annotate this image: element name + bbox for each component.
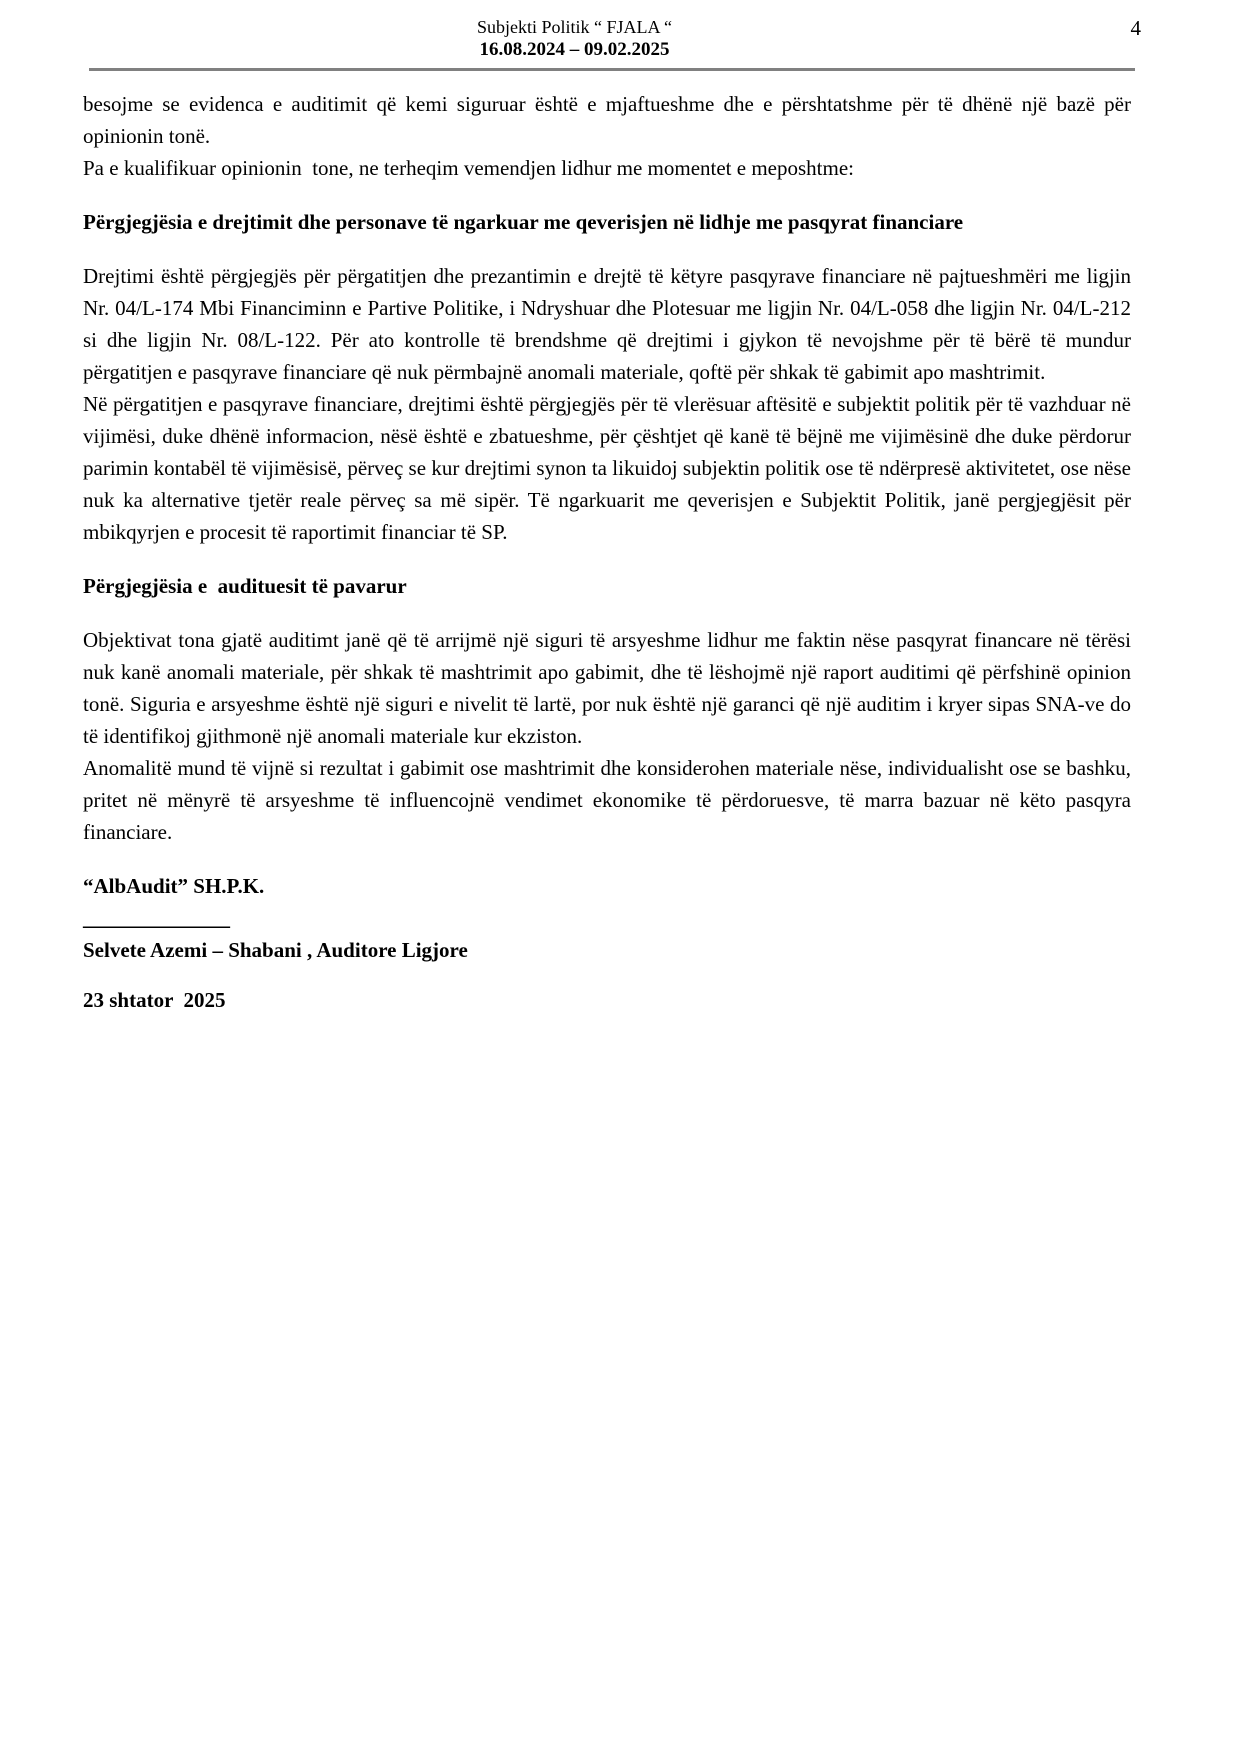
management-paragraph-2: Në përgatitjen e pasqyrave financiare, drejtimi është përgjegjës për të vlerësuar aftësitë e subjektit politik për të vazhduar në vijimësi, duke dhënë informacion, nësë është e zbatueshme, për çështjet që kanë të bëjnë me vijimësinë dhe duke përdorur parimin kontabël të vijimësisë, përveç se kur drejtimi synon ta likuidoj subjektin politik ose të ndërpresë aktivitetet, ose nëse nuk ka alternative tjetër reale përveç sa më sipër. Të ngarkuarit me qeverisjen e Subjektit Politik, janë pergjegjësit për mbikqyrjen e procesit të raportimit financiar të SP. xyxy=(83,392,1137,544)
section-heading-management-responsibility: Përgjegjësia e drejtimit dhe personave të ngarkuar me qeverisjen në lidhje me pasqyrat financiare xyxy=(83,210,964,234)
blank-line xyxy=(83,238,1131,260)
report-date: 23 shtator 2025 xyxy=(83,988,226,1012)
document-header xyxy=(83,0,1131,71)
document-body xyxy=(83,71,1137,1016)
auditor-paragraph-2: Anomalitë mund të vijnë si rezultat i gabimit ose mashtrimit dhe konsiderohen materiale nëse, individualisht ose se bashku, pritet në mënyrë të arsyeshme të influencojnë vendimet ekonomike të përdoruesve, të marra bazuar në këto pasqyra financiare. xyxy=(83,756,1137,844)
blank-line xyxy=(83,184,1131,206)
auditor-name: Selvete Azemi – Shabani , Auditore Ligjore xyxy=(83,938,468,962)
audit-firm-name: “AlbAudit” SH.P.K. xyxy=(83,874,265,898)
header-subject: Subjekti Politik “ FJALA “ xyxy=(476,17,672,37)
attention-paragraph: Pa e kualifikuar opinionin tone, ne terheqim vemendjen lidhur me momentet e meposhtme: xyxy=(83,156,854,180)
intro-paragraph: besojme se evidenca e auditimit që kemi siguruar është e mjaftueshme dhe e përshtatshme për të dhënë një bazë për opinionin tonë. xyxy=(83,92,1137,148)
management-paragraph-1: Drejtimi është përgjegjës për përgatitjen dhe prezantimin e drejtë të këtyre pasqyrave financiare në pajtueshmëri me ligjin Nr. 04/L-174 Mbi Financiminn e Partive Politike, i Ndryshuar dhe Plotesuar me ligjin Nr. 04/L-058 dhe ligjin Nr. 04/L-212 si dhe ligjin Nr. 08/L-122. Për ato kontrolle të brendshme që drejtimi i gjykon të nevojshme për të bërë të mundur përgatitjen e pasqyrave financiare që nuk përmbajnë anomali materiale, qoftë për shkak të gabimit apo mashtrimit. xyxy=(83,264,1137,384)
header-period: 16.08.2024 – 09.02.2025 xyxy=(479,39,670,60)
blank-line xyxy=(83,848,1131,870)
blank-line xyxy=(83,602,1131,624)
auditor-paragraph-1: Objektivat tona gjatë auditimt janë që të arrijmë një siguri të arsyeshme lidhur me faktin nëse pasqyrat financare në tërësi nuk kanë anomali materiale, për shkak të mashtrimit apo gabimit, dhe të lëshojmë një raport auditimi që përfshinë opinion tonë. Siguria e arsyeshme është një siguri e nivelit të lartë, por nuk është një garanci që një auditim i kryer sipas SNA-ve do të identifikoj gjithmonë një anomali materiale kur ekziston. xyxy=(83,628,1137,748)
page-number: 4 xyxy=(1130,16,1141,40)
blank-line xyxy=(83,966,1131,984)
section-heading-auditor-responsibility: Përgjegjësia e audituesit të pavarur xyxy=(83,574,407,598)
signature-underscore-line: ______________ xyxy=(83,906,230,930)
blank-line xyxy=(83,548,1131,570)
